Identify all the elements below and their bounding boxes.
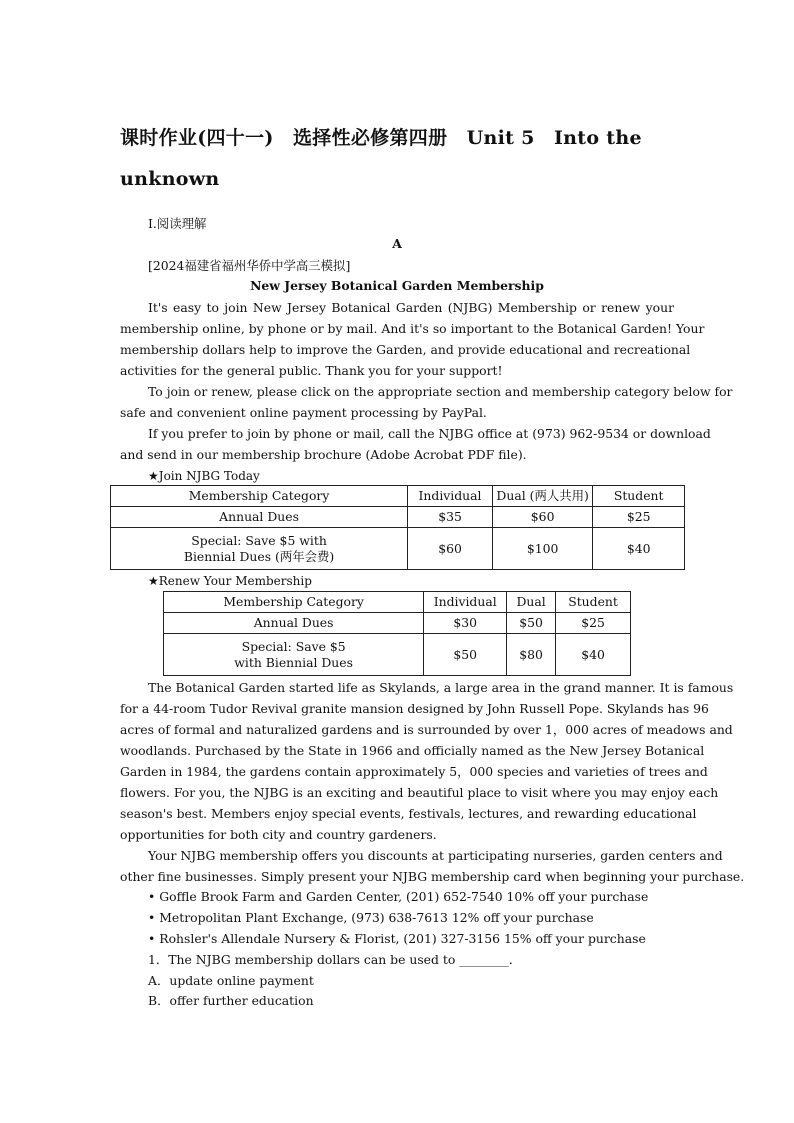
para1-line: activities for the general public. Thank you for your support! [120,363,503,378]
para4-line: season's best. Members enjoy special events, festivals, lectures, and rewarding educational [120,806,697,821]
table-cell [111,528,408,570]
para1-line: It's easy to join New Jersey Botanical Garden (NJBG) Membership or renew your [148,300,674,315]
para3-line: and send in our membership brochure (Adobe Acrobat PDF file). [120,447,527,462]
table-header-row [111,486,685,507]
option-a: A．update online payment [148,973,314,988]
table-row [164,613,631,634]
list-item: • Rohsler's Allendale Nursery & Florist, (201) 327-3156 15% off your purchase [148,931,646,946]
table-row [111,507,685,528]
para2-line: To join or renew, please click on the appropriate section and membership category below for [148,384,733,399]
table-cell: $25 [556,613,631,634]
list-item: • Metropolitan Plant Exchange, (973) 638-7613 12% off your purchase [148,910,594,925]
table-cell: $60 [408,528,493,570]
table-header-cell: Dual [507,592,556,613]
table-row [111,528,685,570]
option-b: B．offer further education [148,993,314,1008]
table-header-cell: Membership Category [164,592,424,613]
table-cell: $40 [556,634,631,676]
table-header-row [164,592,631,613]
table-cell: $40 [593,528,685,570]
title-line-2: unknown [120,168,220,190]
passage-title: New Jersey Botanical Garden Membership [250,278,544,293]
para5-line: Your NJBG membership offers you discounts at participating nurseries, garden centers and [148,848,723,863]
renew-table [163,591,631,676]
table-cell: $50 [507,613,556,634]
table-header-cell: Student [556,592,631,613]
table-cell: $35 [408,507,493,528]
table-header-cell: Individual [424,592,507,613]
title-line-1: 课时作业(四十一) 选择性必修第四册 Unit 5 Into the [120,127,642,149]
cell-line: Special: Save $5 [241,638,346,654]
table-cell: Annual Dues [111,507,408,528]
para4-line: Garden in 1984, the gardens contain approximately 5，000 species and varieties of trees and [120,764,708,779]
table-row [164,634,631,676]
section-label: Ⅰ.阅读理解 [148,216,207,231]
table-cell: $100 [492,528,592,570]
para4-line: The Botanical Garden started life as Skylands, a large area in the grand manner. It is famous [148,680,734,695]
cell-line: with Biennial Dues [234,654,353,670]
table-cell: $50 [424,634,507,676]
para4-line: acres of formal and naturalized gardens and is surrounded by over 1，000 acres of meadows and [120,722,733,737]
para4-line: woodlands. Purchased by the State in 1966 and officially named as the New Jersey Botanical [120,743,705,758]
list-item: • Goffle Brook Farm and Garden Center, (201) 652-7540 10% off your purchase [148,889,649,904]
table-cell: $60 [492,507,592,528]
page-title [120,118,680,200]
para2-line: safe and convenient online payment processing by PayPal. [120,405,487,420]
question-1: 1．The NJBG membership dollars can be used to ________． [148,952,522,967]
para4-line: flowers. For you, the NJBG is an exciting and beautiful place to visit where you may enjoy each [120,785,719,800]
para4-line: opportunities for both city and country gardeners. [120,827,437,842]
table-cell: $25 [593,507,685,528]
table-header-cell: Membership Category [111,486,408,507]
cell-line: Special: Save $5 with [191,532,327,548]
table-cell: $80 [507,634,556,676]
table-header-cell: Individual [408,486,493,507]
join-heading: ★Join NJBG Today [148,469,260,483]
source-note: [2024福建省福州华侨中学高三模拟] [148,258,351,273]
table-cell: $30 [424,613,507,634]
table-header-cell: Dual (两人共用) [492,486,592,507]
para5-line: other fine businesses. Simply present your NJBG membership card when beginning your purchase. [120,869,745,884]
para4-line: for a 44-room Tudor Revival granite mansion designed by John Russell Pope. Skylands has 96 [120,701,709,716]
para3-line: If you prefer to join by phone or mail, call the NJBG office at (973) 962-9534 or download [148,426,711,441]
table-cell: Annual Dues [164,613,424,634]
para1-line: membership dollars help to improve the Garden, and provide educational and recreational [120,342,691,357]
table-cell [164,634,424,676]
cell-line: Biennial Dues (两年会费) [183,548,335,564]
para1-line: membership online, by phone or by mail. And it's so important to the Botanical Garden! Your [120,321,705,336]
renew-heading: ★Renew Your Membership [148,574,312,588]
table-header-cell: Student [593,486,685,507]
join-table [110,485,685,570]
passage-letter: A [392,236,402,251]
